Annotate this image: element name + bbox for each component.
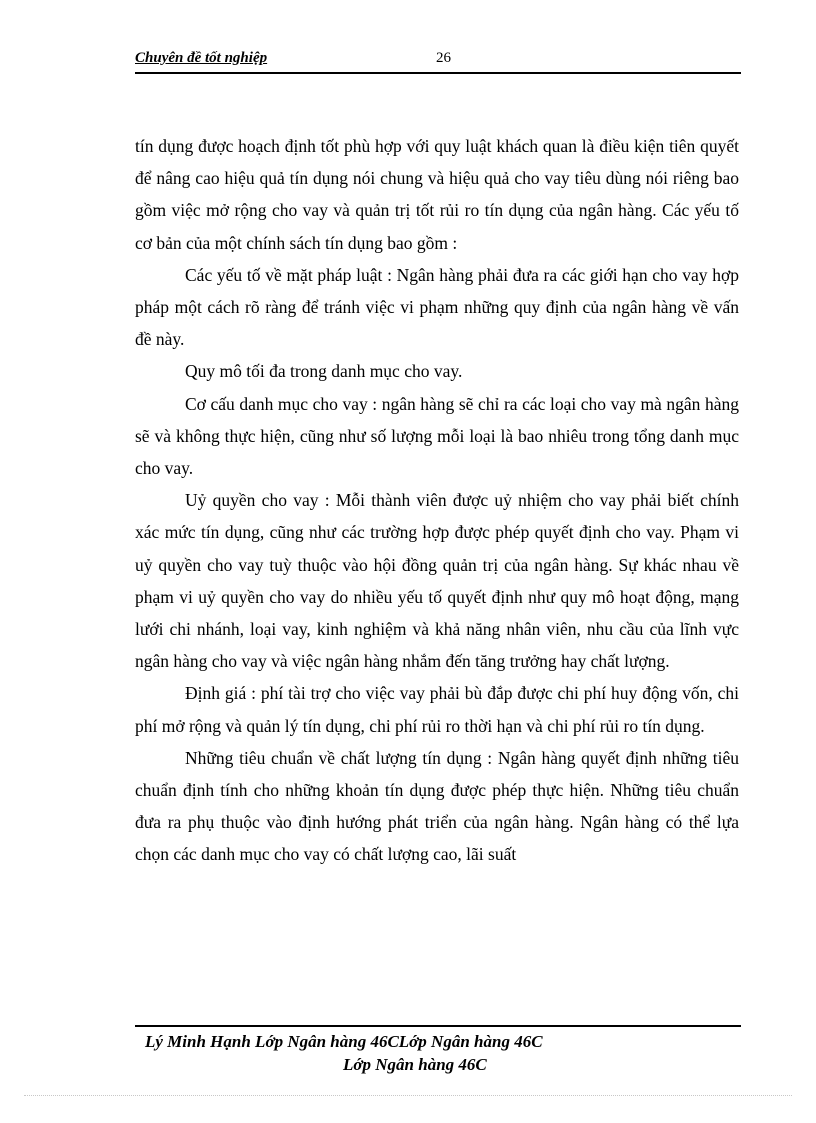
body-text: [135, 130, 739, 871]
paragraph: Định giá : phí tài trợ cho việc vay phải bù đắp được chi phí huy động vốn, chi phí mở rộng và quản lý tín dụng, chi phí rủi ro thời hạn và chi phí rủi ro tín dụng.: [135, 683, 739, 736]
paragraph: Những tiêu chuẩn về chất lượng tín dụng : Ngân hàng quyết định những tiêu chuẩn định tính cho những khoản tín dụng được phép thực hiện. Những tiêu chuẩn đưa ra phụ thuộc vào định hướng phát triển của ngân hàng. Ngân hàng có thể lựa chọn các danh mục cho vay có chất lượng cao, lãi suất: [135, 747, 739, 865]
paragraph: Uỷ quyền cho vay : Mỗi thành viên được uỷ nhiệm cho vay phải biết chính xác mức tín dụng, cũng như các trường hợp được phép quyết định cho vay. Phạm vi uỷ quyền cho vay tuỳ thuộc vào hội đồng quản trị của ngân hàng. Sự khác nhau về phạm vi uỷ quyền cho vay do nhiều yếu tố quyết định như quy mô hoạt động, mạng lưới chi nhánh, loại vay, kinh nghiệm và khả năng nhân viên, nhu cầu của lĩnh vực ngân hàng cho vay và việc ngân hàng nhắm đến tăng trưởng hay chất lượng.: [135, 490, 739, 672]
paragraph: Cơ cấu danh mục cho vay : ngân hàng sẽ chỉ ra các loại cho vay mà ngân hàng sẽ và không thực hiện, cũng như số lượng mỗi loại là bao nhiêu trong tổng danh mục cho vay.: [135, 393, 739, 479]
header-title: Chuyên đề tốt nghiệp: [135, 50, 268, 66]
paragraph: Các yếu tố về mặt pháp luật : Ngân hàng phải đưa ra các giới hạn cho vay hợp pháp một cách rõ ràng để tránh việc vi phạm những quy định của ngân hàng về vấn đề này.: [135, 264, 739, 350]
page-number: 26: [436, 50, 451, 66]
page-edge-divider: [24, 1095, 792, 1096]
footer-class: Lớp Ngân hàng 46C: [343, 1055, 487, 1074]
footer-author-class: Lý Minh Hạnh Lớp Ngân hàng 46CLớp Ngân hàng 46C: [145, 1032, 543, 1051]
paragraph: Quy mô tối đa trong danh mục cho vay.: [185, 361, 463, 382]
page-header: [135, 44, 741, 74]
footer-rule: [135, 1025, 741, 1027]
page-footer: [145, 1030, 741, 1076]
paragraph: tín dụng được hoạch định tốt phù hợp với quy luật khách quan là điều kiện tiên quyết để nâng cao hiệu quả tín dụng nói chung và hiệu quả cho vay tiêu dùng nói riêng bao gồm việc mở rộng cho vay và quản trị tốt rủi ro tín dụng của ngân hàng. Các yếu tố cơ bản của một chính sách tín dụng bao gồm :: [135, 136, 739, 253]
